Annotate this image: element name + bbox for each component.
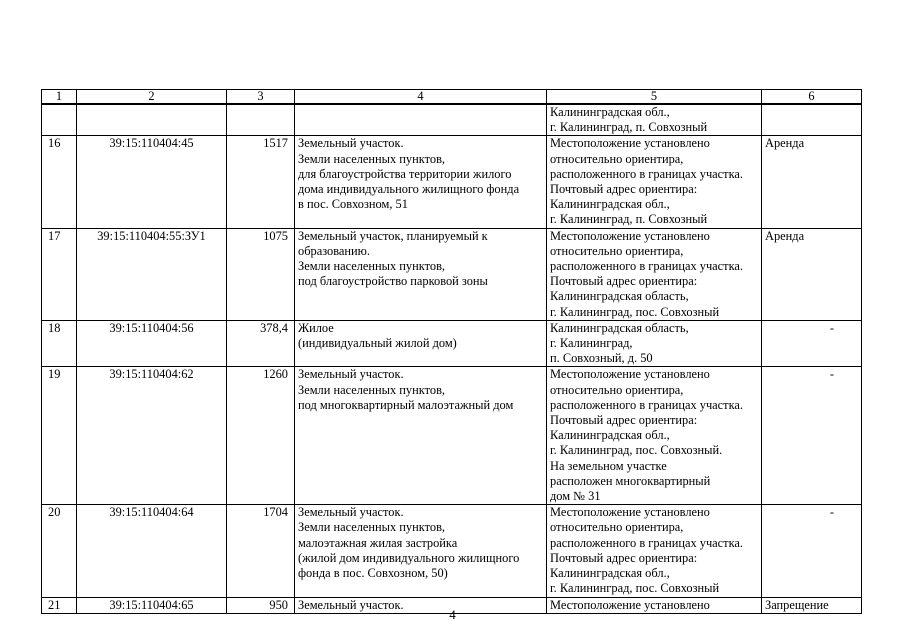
cell-encumbrance: Аренда [762, 228, 862, 320]
address-line: г. Калининград, п. Совхозный [550, 120, 708, 135]
description-line: (индивидуальный жилой дом) [298, 336, 457, 351]
cell-address [547, 136, 762, 228]
address-line: расположенного в границах участка. [550, 166, 744, 181]
description-line: Земли населенных пунктов, [298, 151, 446, 166]
cell-address [547, 320, 762, 367]
address-line: г. Калининград, п. Совхозный [550, 212, 708, 227]
address-line: относительно ориентира, [550, 151, 684, 166]
table-row [42, 505, 862, 597]
description-line: фонда в пос. Совхозном, 50) [298, 566, 448, 581]
cell-description [295, 136, 547, 228]
header-cell-2: 2 [77, 90, 227, 105]
cell-area: 1517 [227, 136, 295, 228]
header-row [42, 90, 862, 105]
description-line: Земельный участок. [298, 505, 404, 520]
land-plots-table [41, 89, 862, 614]
cell-encumbrance: - [762, 367, 862, 505]
cell-cadastral: 39:15:110404:64 [77, 505, 227, 597]
cell-num: 16 [42, 136, 77, 228]
cell-cadastral [77, 104, 227, 136]
address-line: Местоположение установлено [550, 136, 710, 151]
table-row [42, 136, 862, 228]
cell-address [547, 367, 762, 505]
description-line: образованию. [298, 243, 371, 258]
description-line: Земли населенных пунктов, [298, 259, 446, 274]
address-line: Местоположение установлено [550, 505, 710, 520]
address-line: дом № 31 [550, 489, 601, 504]
cell-description [295, 104, 547, 136]
cell-address [547, 228, 762, 320]
continuation-row [42, 104, 862, 136]
table-row [42, 367, 862, 505]
address-line: относительно ориентира, [550, 243, 684, 258]
page-number: 4 [449, 607, 456, 622]
description-line: Земельный участок. [298, 367, 404, 382]
header-cell-6: 6 [762, 90, 862, 105]
description-line: малоэтажная жилая застройка [298, 535, 458, 550]
description-line: дома индивидуального жилищного фонда [298, 182, 520, 197]
cell-num: 19 [42, 367, 77, 505]
cell-address [547, 505, 762, 597]
description-line: Земельный участок. [298, 136, 404, 151]
cell-area: 1075 [227, 228, 295, 320]
header-cell-3: 3 [227, 90, 295, 105]
address-line: расположенного в границах участка. [550, 259, 744, 274]
address-line: относительно ориентира, [550, 520, 684, 535]
address-line: г. Калининград, пос. Совхозный. [550, 443, 723, 458]
description-line: Земельный участок, планируемый к [298, 228, 488, 243]
description-line: под многоквартирный малоэтажный дом [298, 397, 514, 412]
cell-description [295, 505, 547, 597]
cell-num [42, 104, 77, 136]
address-line: г. Калининград, [550, 336, 633, 351]
address-line: расположен многоквартирный [550, 473, 711, 488]
description-line: Жилое [298, 320, 334, 335]
cell-encumbrance [762, 104, 862, 136]
table-row [42, 228, 862, 320]
address-line: Местоположение установлено [550, 597, 710, 612]
address-line: Местоположение установлено [550, 367, 710, 382]
description-line: Земли населенных пунктов, [298, 520, 446, 535]
cell-encumbrance: Запрещение [762, 597, 862, 613]
address-line: На земельном участке [550, 458, 667, 473]
cell-cadastral: 39:15:110404:65 [77, 597, 227, 613]
address-line: п. Совхозный, д. 50 [550, 351, 653, 366]
address-line: расположенного в границах участка. [550, 535, 744, 550]
cell-encumbrance: - [762, 320, 862, 367]
cell-area: 1260 [227, 367, 295, 505]
header-cell-4: 4 [295, 90, 547, 105]
address-line: Почтовый адрес ориентира: [550, 182, 698, 197]
cell-description [295, 367, 547, 505]
address-line: расположенного в границах участка. [550, 397, 744, 412]
address-line: г. Калининград, пос. Совхозный [550, 304, 720, 319]
description-line: под благоустройство парковой зоны [298, 274, 488, 289]
address-line: Почтовый адрес ориентира: [550, 274, 698, 289]
address-line: Почтовый адрес ориентира: [550, 550, 698, 565]
table-body [42, 90, 862, 614]
table-row [42, 320, 862, 367]
cell-cadastral: 39:15:110404:56 [77, 320, 227, 367]
address-line: г. Калининград, пос. Совхозный [550, 581, 720, 596]
address-line: Калининградская область, [550, 320, 689, 335]
cell-encumbrance: - [762, 505, 862, 597]
cell-area: 378,4 [227, 320, 295, 367]
address-line: Калининградская обл., [550, 105, 670, 119]
description-line: Земли населенных пунктов, [298, 382, 446, 397]
description-line: для благоустройства территории жилого [298, 166, 512, 181]
address-line: относительно ориентира, [550, 382, 684, 397]
address-line: Калининградская обл., [550, 566, 670, 581]
cell-num: 18 [42, 320, 77, 367]
cell-cadastral: 39:15:110404:55:ЗУ1 [77, 228, 227, 320]
address-line: Калининградская обл., [550, 197, 670, 212]
header-cell-1: 1 [42, 90, 77, 105]
cell-address [547, 104, 762, 136]
header-cell-5: 5 [547, 90, 762, 105]
description-line: Земельный участок. [298, 597, 404, 612]
address-line: Калининградская обл., [550, 428, 670, 443]
cell-cadastral: 39:15:110404:45 [77, 136, 227, 228]
address-line: Почтовый адрес ориентира: [550, 413, 698, 428]
cell-area: 1704 [227, 505, 295, 597]
cell-num: 20 [42, 505, 77, 597]
description-line: (жилой дом индивидуального жилищного [298, 550, 520, 565]
cell-area [227, 104, 295, 136]
address-line: Местоположение установлено [550, 228, 710, 243]
cell-description [295, 228, 547, 320]
cell-description [295, 320, 547, 367]
cell-num: 17 [42, 228, 77, 320]
cell-num: 21 [42, 597, 77, 613]
cell-area: 950 [227, 597, 295, 613]
cell-cadastral: 39:15:110404:62 [77, 367, 227, 505]
address-line: Калининградская область, [550, 289, 689, 304]
description-line: в пос. Совхозном, 51 [298, 197, 408, 212]
cell-encumbrance: Аренда [762, 136, 862, 228]
